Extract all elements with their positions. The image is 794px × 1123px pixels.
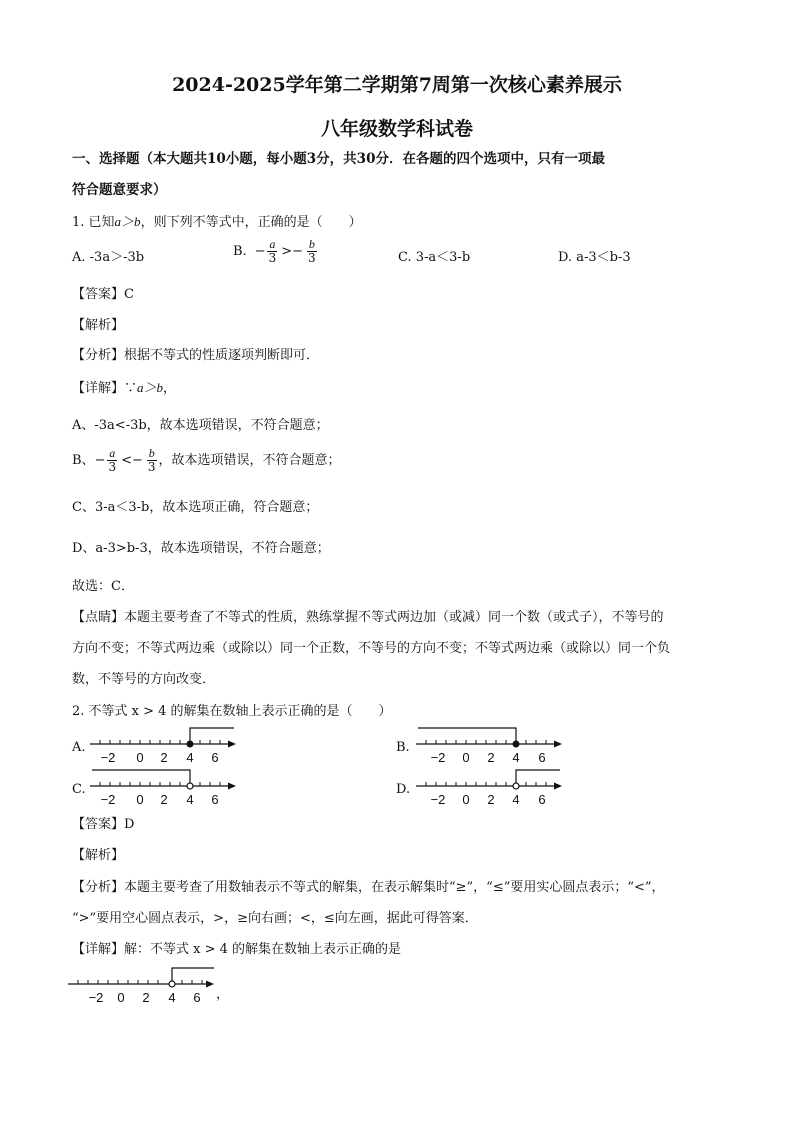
q1-detail-prefix: 【详解】∵ (72, 381, 138, 396)
solid-endpoint (513, 741, 519, 747)
tick-label: 6 (211, 750, 219, 765)
q1-stem (72, 214, 362, 231)
tick-label: 6 (538, 750, 546, 765)
solution-bracket (516, 770, 560, 783)
solid-endpoint (187, 741, 193, 747)
tick-label: 2 (142, 990, 150, 1005)
q1-detail-line-d: D、a-3>b-3，故本选项错误，不符合题意； (72, 541, 330, 556)
q1-option-a: A. -3a＞-3b (72, 250, 145, 265)
tick-label: 4 (512, 750, 520, 765)
frac-numerator: b (308, 237, 315, 251)
q1-option-d: D. a-3＜b-3 (558, 250, 631, 265)
frac-denominator: 3 (147, 460, 156, 474)
tick-label: −2 (430, 792, 446, 807)
q2-fenxi-line2: “>”要用空心圆点表示，>，≥向右画；<，≤向左画，据此可得答案． (72, 911, 478, 926)
q2-fenxi-line1: 【分析】本题主要考查了用数轴表示不等式的解集，在表示解集时“≥”，“≤”要用实心圆点表示；“<”， (72, 880, 665, 895)
q1-detail-suffix: ， (163, 381, 177, 396)
tick-label: 4 (512, 792, 520, 807)
section-heading-line2: 符合题意要求） (72, 182, 167, 198)
tick-label: 4 (186, 792, 194, 807)
q2-detail-numberline (66, 962, 236, 1008)
tick-label: 0 (136, 750, 144, 765)
tick-label: 2 (487, 750, 495, 765)
axis-arrow (228, 783, 236, 790)
solution-bracket (172, 968, 214, 981)
tick-label: 2 (160, 750, 168, 765)
hollow-endpoint (513, 783, 519, 789)
tick-label: 2 (160, 792, 168, 807)
q1-stem-condition: a＞b (114, 214, 141, 229)
hollow-endpoint (187, 783, 193, 789)
q2-analysis-tag: 【解析】 (72, 848, 125, 863)
q2-option-a-numberline (88, 722, 248, 768)
q2-option-d-numberline (414, 764, 574, 810)
exam-title: 2024-2025学年第二学期第7周第一次核心素养展示 (172, 74, 622, 96)
q2-stem: 2. 不等式 x > 4 的解集在数轴上表示正确的是（ ） (72, 704, 392, 719)
q2-detail: 【详解】解：不等式 x > 4 的解集在数轴上表示正确的是 (72, 942, 402, 957)
frac-numerator: b (148, 446, 155, 460)
tick-label: −2 (430, 750, 446, 765)
solution-bracket (190, 728, 234, 744)
frac-denominator: 3 (268, 251, 277, 265)
q2-option-c-numberline (88, 764, 248, 810)
q1-option-b: B. − $\frac{a}{3}$ >− $\frac{b}{3}$ (233, 237, 316, 265)
axis-arrow (554, 741, 562, 748)
q1-analysis-tag: 【解析】 (72, 318, 125, 333)
q1-dianjing-line3: 数，不等号的方向改变． (72, 672, 216, 687)
q1-stem-suffix: ，则下列不等式中，正确的是（ ） (140, 215, 362, 230)
tick-label: 6 (538, 792, 546, 807)
q1-fenxi: 【分析】根据不等式的性质逐项判断即可． (72, 348, 320, 363)
section-heading-line1: 一、选择题（本大题共10小题，每小题3分，共30分．在各题的四个选项中，只有一项最 (72, 151, 605, 167)
q1-detail-line-a: A、-3a<-3b，故本选项错误，不符合题意； (72, 418, 329, 433)
q2-answer: 【答案】D (72, 817, 135, 832)
q1-choice: 故选：C． (72, 579, 134, 594)
q2-option-d-label: D. (396, 782, 411, 797)
q1-dianjing-line1: 【点睛】本题主要考查了不等式的性质，熟练掌握不等式两边加（或减）同一个数（或式子），不等号的 (72, 610, 664, 625)
q1-detail (72, 380, 176, 397)
q1-detail-line-b-suffix: ，故本选项错误，不符合题意； (158, 452, 341, 468)
tick-label: 2 (487, 792, 495, 807)
frac-denominator: 3 (108, 460, 117, 474)
q2-option-b-label: B. (396, 740, 410, 755)
q1-answer: 【答案】C (72, 287, 134, 302)
frac-numerator: a (109, 446, 116, 460)
tick-label: 0 (462, 750, 470, 765)
q1-detail-line-b-frac1 (106, 447, 118, 474)
q1-option-b-frac2 (306, 238, 318, 265)
tick-label: 4 (168, 990, 176, 1005)
q2-option-a-label: A. (72, 740, 86, 755)
q1-option-c: C. 3-a＜3-b (398, 250, 471, 265)
q1-detail-line-b-frac2 (146, 447, 158, 474)
tick-label: 0 (462, 792, 470, 807)
q1-detail-line-b: B、 − $\frac{a}{3}$ <− $\frac{b}{3}$ ，故本选项错误，不符合题意； (72, 446, 341, 474)
q1-option-b-label: B. (233, 243, 247, 259)
q1-option-b-frac1 (267, 238, 279, 265)
q1-detail-condition: a＞b (137, 380, 164, 395)
tick-label: 4 (186, 750, 194, 765)
tick-label: 0 (117, 990, 125, 1005)
frac-denominator: 3 (308, 251, 316, 265)
solution-bracket (92, 770, 190, 783)
hollow-endpoint (169, 981, 175, 987)
tick-label: 6 (211, 792, 219, 807)
tick-label: −2 (100, 792, 116, 807)
tick-label: −2 (88, 990, 104, 1005)
tick-label: 6 (193, 990, 201, 1005)
tick-label: 0 (136, 792, 144, 807)
axis-arrow (206, 981, 214, 988)
q1-detail-line-b-prefix: B、 (72, 452, 95, 468)
detail-end-punct: ， (216, 986, 230, 1001)
exam-subtitle: 八年级数学科试卷 (320, 118, 473, 140)
axis-arrow (554, 783, 562, 790)
q2-option-b-numberline (414, 722, 574, 768)
q1-detail-line-c: C、3-a＜3-b，故本选项正确，符合题意； (72, 500, 319, 515)
q2-option-c-label: C. (72, 782, 86, 797)
tick-label: −2 (100, 750, 116, 765)
q1-dianjing-line2: 方向不变；不等式两边乘（或除以）同一个正数，不等号的方向不变；不等式两边乘（或除以）同一个负 (72, 641, 671, 656)
q1-stem-prefix: 1. 已知 (72, 215, 115, 230)
axis-arrow (228, 741, 236, 748)
frac-numerator: a (269, 237, 276, 251)
solution-bracket (418, 728, 516, 744)
